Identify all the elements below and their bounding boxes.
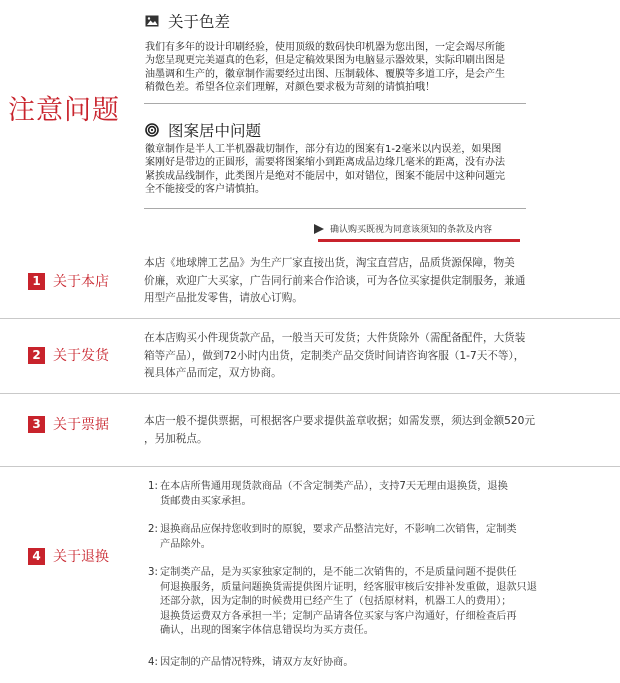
center-section-title — [145, 119, 261, 141]
play-arrow-icon — [314, 224, 324, 234]
text-line: 箱等产品），做到72小时内出货，定制类产品交货时间请咨询客服（1-7天不等）， — [144, 349, 525, 362]
text-line: 货邮费由买家承担。 — [160, 495, 252, 507]
text-line: 我们有多年的设计印刷经验，使用顶级的数码快印机器为您出图，一定会竭尽所能 — [145, 42, 505, 53]
text-line: 退换货运费双方各承担一半；定制产品请各位买家与客户沟通好，仔细检查后再 — [160, 610, 517, 622]
row-body-invoice — [144, 413, 609, 448]
target-icon — [145, 123, 159, 137]
text-line: 稍微色差。希望各位亲们理解，对颜色要求极为苛刻的请慎拍哦！ — [145, 82, 435, 94]
text-line: 紧挨成品线制作，此类图片是绝对不能居中，如对错位，图案不能居中这种问题完 — [145, 170, 505, 182]
text-line: 何退换服务，质量问题换货需提供图片证明，经客服审核后安排补发重做，退款只退 — [160, 581, 537, 593]
text-line — [148, 656, 608, 671]
divider — [144, 103, 526, 104]
color-section-heading: 关于色差 — [168, 13, 231, 31]
returns-item-2 — [148, 523, 608, 552]
text-line: 确认，出现的图案字体信息错误均为买方责任。 — [160, 625, 374, 637]
confirm-note — [314, 222, 492, 235]
text-line — [148, 566, 608, 581]
item-number: 1: — [148, 481, 158, 492]
color-section-body — [145, 41, 565, 95]
text-line: 全不能接受的客户请慎拍。 — [145, 184, 265, 196]
text-line: 案刚好是带边的正圆形，需要将图案缩小到距离成品边缘几毫米的距离，没有办法 — [145, 157, 505, 169]
text-line: 油墨调和生产的，徽章制作需要经过出图、压制载体、覆膜等多道工序，是会产生 — [145, 68, 505, 80]
row-number: 2 — [28, 347, 45, 364]
text-line — [148, 480, 608, 495]
returns-item-3 — [148, 566, 608, 639]
row-title: 关于票据 — [53, 417, 109, 433]
text-line: 产品除外。 — [160, 538, 211, 550]
text-line: 视具体产品而定，双方协商。 — [144, 367, 282, 379]
text-line: 价廉，欢迎广大买家，广告同行前来合作洽谈，可为各位买家提供定制服务，兼通 — [144, 274, 526, 287]
row-title: 关于本店 — [53, 274, 109, 290]
item-text: 在本店所售通用现货款商品（不含定制类产品），支持7天无理由退换货，退换 — [160, 481, 508, 492]
text-line: 本店一般不提供票据，可根据客户要求提供盖章收据；如需发票，须达到金额520元 — [144, 415, 535, 427]
row-divider — [0, 318, 620, 319]
row-label-about-shop — [28, 271, 109, 291]
text-line: 为您呈现更完美逼真的色彩，但是定稿效果图为电脑显示器效果，实际印刷出图是 — [145, 55, 505, 67]
row-body-about-shop — [144, 255, 609, 308]
row-body-shipping — [144, 330, 609, 383]
confirm-underline — [318, 239, 520, 242]
image-icon — [145, 14, 159, 28]
text-line: 徽章制作是半人工半机器裁切制作，部分有边的图案有1-2毫米以内误差，如果图 — [145, 144, 502, 155]
notice-title: 注意问题 — [8, 95, 120, 126]
returns-item-4 — [148, 656, 608, 671]
center-section-body — [145, 143, 565, 197]
row-label-invoice — [28, 414, 109, 434]
row-number: 3 — [28, 416, 45, 433]
item-text: 退换商品应保持您收到时的原貌，要求产品整洁完好，不影响二次销售，定制类 — [160, 524, 517, 535]
row-divider — [0, 466, 620, 467]
item-number: 4: — [148, 657, 158, 668]
item-number: 2: — [148, 524, 158, 535]
confirm-text: 确认购买既视为同意该须知的条款及内容 — [330, 225, 493, 235]
row-title: 关于发货 — [53, 348, 109, 364]
row-label-shipping — [28, 345, 109, 365]
text-line: 在本店购买小件现货款产品，一般当天可发货；大件货除外（需配备配件，大货装 — [144, 332, 526, 344]
text-line: 本店《地球牌工艺品》为生产厂家直接出货，淘宝直营店，品质货源保障，物美 — [144, 257, 515, 269]
divider — [144, 208, 526, 209]
text-line — [148, 523, 608, 538]
row-label-returns — [28, 546, 109, 566]
text-line: ，另加税点。 — [144, 432, 208, 445]
text-line: 还部分款，因为定制的时候费用已经产生了（包括原材料，机器工人的费用）； — [160, 596, 512, 608]
center-section-heading: 图案居中问题 — [168, 122, 262, 140]
color-section-title — [145, 10, 230, 32]
item-text: 因定制的产品情况特殊，请双方友好协商。 — [160, 657, 354, 668]
row-divider — [0, 393, 620, 394]
item-number: 3: — [148, 567, 158, 578]
row-title: 关于退换 — [53, 549, 109, 565]
row-number: 1 — [28, 273, 45, 290]
text-line: 用型产品批发零售，请放心订购。 — [144, 292, 303, 304]
row-number: 4 — [28, 548, 45, 565]
returns-item-1 — [148, 480, 608, 509]
item-text: 定制类产品，是为买家独家定制的，是不能二次销售的，不是质量问题不提供任 — [160, 567, 517, 578]
